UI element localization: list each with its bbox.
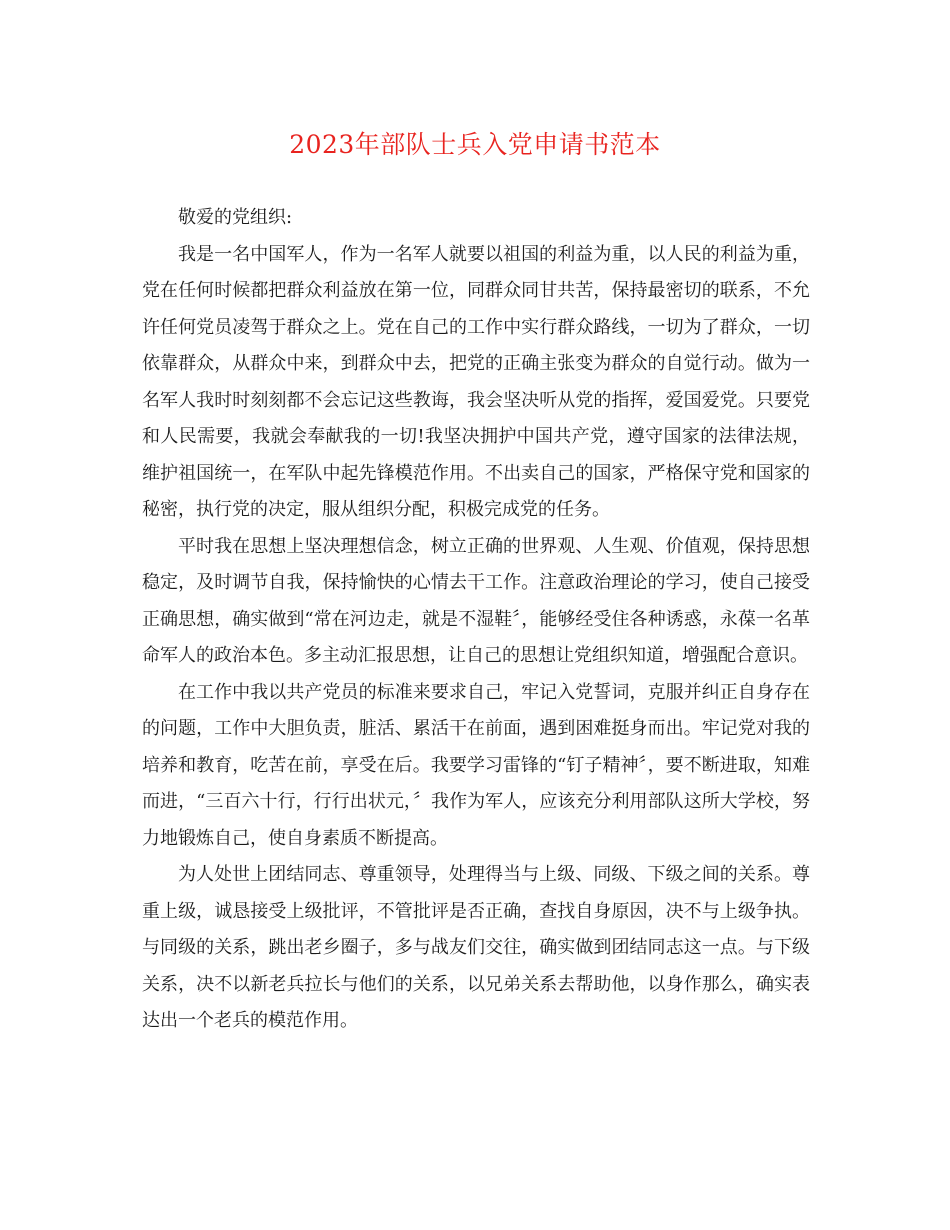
paragraph-2: 平时我在思想上坚决理想信念，树立正确的世界观、人生观、价值观，保持思想稳定，及时调节自我，保持愉快的心情去干工作。注意政治理论的学习，使自己接受正确思想，确实做到“常在河边走，就是不湿鞋〞，能够经受住各种诱惑，永葆一名革命军人的政治本色。多主动汇报思想，让自己的思想让党组织知道，增强配合意识。 — [142, 535, 810, 666]
paragraph-3: 在工作中我以共产党员的标准来要求自己，牢记入党誓词，克服并纠正自身存在的问题，工作中大胆负责，脏活、累活干在前面，遇到困难挺身而出。牢记党对我的培养和教育，吃苦在前，享受在后。我要学习雷锋的“钉子精神〞，要不断进取，知难而进，“三百六十行，行行出状元，〞我作为军人，应该充分利用部队这所大学校，努力地锻炼自己，使自身素质不断提高。 — [142, 681, 810, 849]
paragraph-1: 我是一名中国军人，作为一名军人就要以祖国的利益为重，以人民的利益为重，党在任何时候都把群众利益放在第一位，同群众同甘共苦，保持最密切的联系，不允许任何党员凌驾于群众之上。党在自己的工作中实行群众路线，一切为了群众，一切依靠群众，从群众中来，到群众中去，把党的正确主张变为群众的自觉行动。做为一名军人我时时刻刻都不会忘记这些教诲，我会坚决听从党的指挥，爱国爱党。只要党和人民需要，我就会奉献我的一切!我坚决拥护中国共产党，遵守国家的法律法规，维护祖国统一，在军队中起先锋模范作用。不出卖自己的国家，严格保守党和国家的秘密，执行党的决定，服从组织分配，积极完成党的任务。 — [142, 243, 810, 520]
document-body — [142, 200, 810, 1040]
document-title: 2023年部队士兵入党申请书范本 — [289, 130, 661, 159]
salutation: 敬爱的党组织: — [178, 207, 293, 228]
paragraph-4: 为人处世上团结同志、尊重领导，处理得当与上级、同级、下级之间的关系。尊重上级，诚恳接受上级批评，不管批评是否正确，查找自身原因，决不与上级争执。与同级的关系，跳出老乡圈子，多与战友们交往，确实做到团结同志这一点。与下级关系，决不以新老兵拉长与他们的关系，以兄弟关系去帮助他，以身作那么，确实表达出一个老兵的模范作用。 — [142, 864, 810, 1031]
